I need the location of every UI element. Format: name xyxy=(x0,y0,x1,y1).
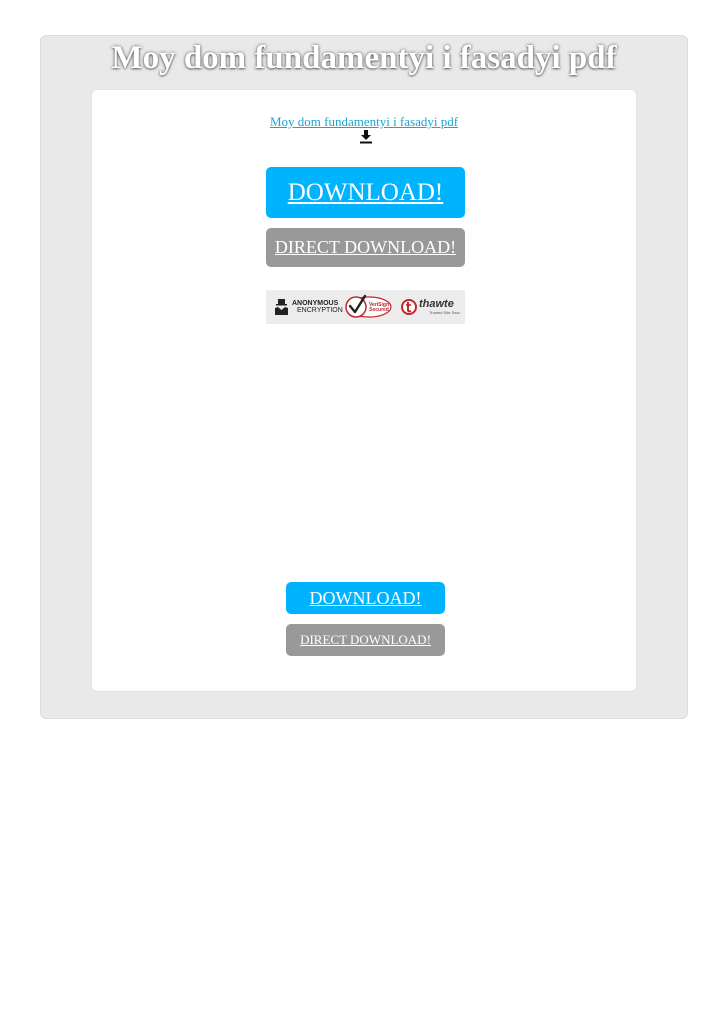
secured-label: Secured xyxy=(369,307,389,313)
anonymous-label: ANONYMOUS xyxy=(292,300,339,307)
anonymous-encryption-badge xyxy=(274,296,342,318)
download-icon[interactable] xyxy=(359,130,373,144)
thawte-badge xyxy=(401,297,460,317)
file-link[interactable]: Moy dom fundamentyi i fasadyi pdf xyxy=(269,114,459,129)
direct-download-button-bottom[interactable]: DIRECT DOWNLOAD! xyxy=(286,624,445,656)
content-card xyxy=(91,89,637,692)
thawte-logo-icon xyxy=(401,299,417,315)
direct-download-button[interactable]: DIRECT DOWNLOAD! xyxy=(266,228,465,267)
download-button-bottom[interactable]: DOWNLOAD! xyxy=(286,582,445,614)
outer-panel xyxy=(40,35,688,719)
encryption-label: ENCRYPTION xyxy=(297,307,343,314)
security-badges xyxy=(266,290,465,324)
thawte-sublabel: Trusted Site Seal xyxy=(429,310,460,315)
verisign-label: VeriSign xyxy=(368,302,389,308)
thawte-label: thawte xyxy=(419,298,454,310)
download-button[interactable]: DOWNLOAD! xyxy=(266,167,465,218)
page-title: Moy dom fundamentyi i fasadyi pdf xyxy=(111,40,617,76)
incognito-icon xyxy=(274,299,289,315)
verisign-badge xyxy=(345,294,393,320)
